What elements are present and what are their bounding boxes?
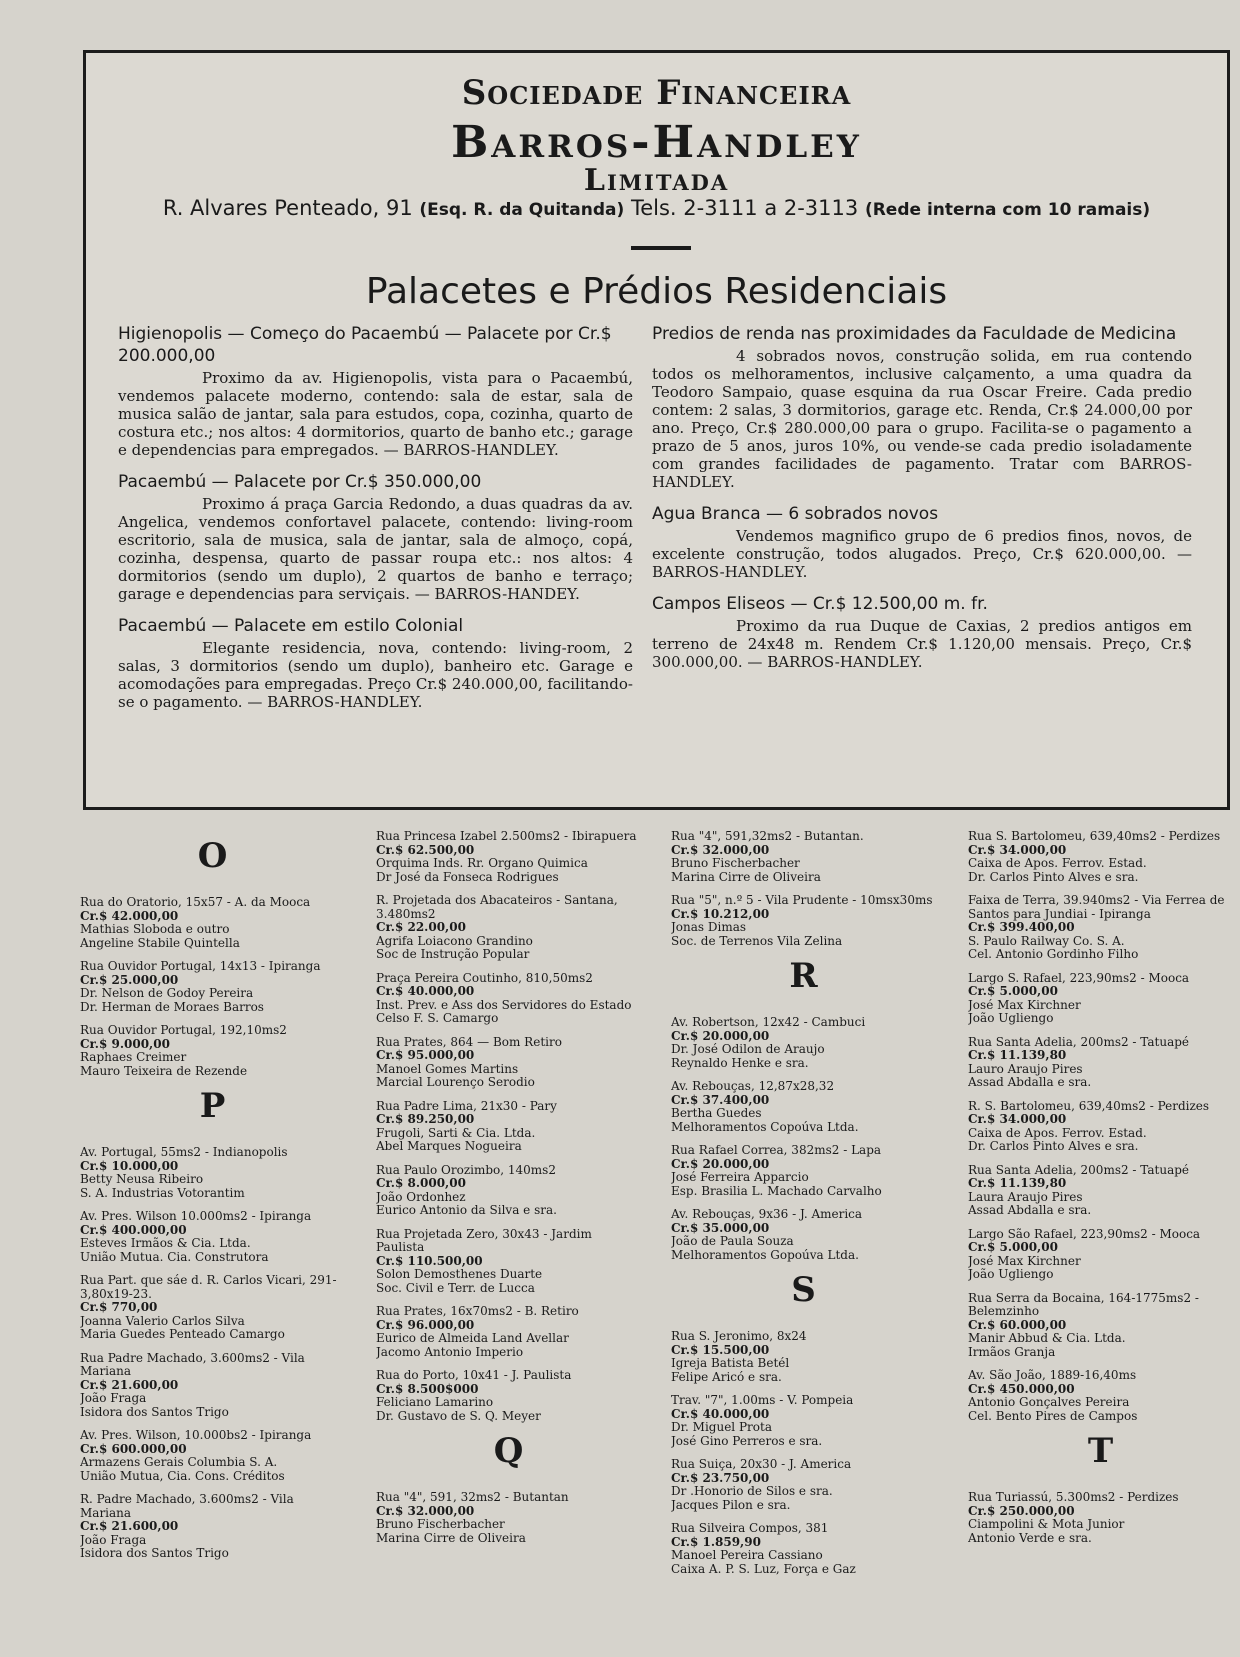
listing-party: José Ferreira Apparcio xyxy=(671,1171,809,1184)
listing-street: Rua Suiça, 20x30 - J. America xyxy=(671,1458,852,1471)
listing-entry xyxy=(968,1491,1233,1545)
listing-party: Feliciano Lamarino xyxy=(376,1396,494,1409)
listing-entry xyxy=(80,1146,345,1200)
listing-party: Soc. de Terrenos Vila Zelina xyxy=(671,934,843,948)
listing-party: João Ugliengo xyxy=(968,1268,1054,1281)
listing-street: Av. São João, 1889-16,40ms xyxy=(968,1369,1137,1382)
listing-party: Esteves Irmãos & Cia. Ltda. xyxy=(80,1237,251,1250)
listing-street: Rua do Oratorio, 15x57 - A. da Mooca xyxy=(80,896,311,909)
listing-entry xyxy=(80,1210,345,1264)
listing-party: João Ugliengo xyxy=(968,1012,1054,1025)
listing-street: Rua Turiassú, 5.300ms2 - Perdizes xyxy=(968,1491,1179,1504)
listing-price: Cr.$ 25.000,00 xyxy=(80,973,179,987)
listing-entry xyxy=(80,1429,345,1483)
listing-street: Rua Part. que sáe d. R. Carlos Vicari, 291-3,80x19-23. xyxy=(80,1274,337,1301)
listing-party: Orquima Inds. Rr. Organo Quimica xyxy=(376,857,588,870)
property-title: Agua Branca — 6 sobrados novos xyxy=(652,504,939,524)
listing-party: Isidora dos Santos Trigo xyxy=(80,1547,229,1560)
listing-party: João Ordonhez xyxy=(376,1190,466,1204)
listing-entry xyxy=(376,1100,641,1154)
listing-street: Av. Rebouças, 12,87x28,32 xyxy=(671,1080,835,1093)
listing-entry xyxy=(671,1458,936,1512)
listing-entry xyxy=(376,1491,641,1545)
listing-price: Cr.$ 95.000,00 xyxy=(376,1049,475,1062)
listing-party: Cel. Bento Pires de Campos xyxy=(968,1409,1138,1423)
listing-party: Caixa de Apos. Ferrov. Estad. xyxy=(968,857,1147,870)
listing-price: Cr.$ 37.400,00 xyxy=(671,1093,770,1107)
listing-party: Assad Abdalla e sra. xyxy=(968,1076,1092,1089)
listing-street: Rua Princesa Izabel 2.500ms2 - Ibirapuera xyxy=(376,830,637,843)
property-listing xyxy=(652,503,1192,581)
listing-price: Cr.$ 11.139,80 xyxy=(968,1049,1067,1062)
listing-party: Lauro Araujo Pires xyxy=(968,1062,1083,1076)
listing-price: Cr.$ 8.500$000 xyxy=(376,1382,479,1396)
listing-party: Caixa de Apos. Ferrov. Estad. xyxy=(968,1126,1147,1140)
listing-street: Rua Serra da Bocaina, 164-1775ms2 - Belemzinho xyxy=(968,1291,1199,1318)
section-letter: P xyxy=(199,1086,226,1126)
listing-entry xyxy=(968,1164,1233,1218)
listing-street: Rua Prates, 864 — Bom Retiro xyxy=(376,1035,562,1049)
listing-party: Caixa A. P. S. Luz, Força e Gaz xyxy=(671,1562,856,1576)
listing-party: Esp. Brasilia L. Machado Carvalho xyxy=(671,1184,882,1198)
listing-party: Eurico Antonio da Silva e sra. xyxy=(376,1204,557,1217)
listing-street: Rua Paulo Orozimbo, 140ms2 xyxy=(376,1163,556,1177)
listing-entry xyxy=(968,894,1233,962)
properties-right-column xyxy=(652,323,1192,683)
company-line-3: Limitada xyxy=(583,163,730,198)
property-description: Proximo á praça Garcia Redondo, a duas quadras da av. Angelica, vendemos confortavel palacete, contendo: living-room escritorio, sala de musica, sala de jantar, sala de almoço, copá, cozinha, despensa, quarto de passar roupa etc.: nos altos: 4 dormitorios (sendo um duplo), 2 quartos de banho e terraço; garage e dependencias para serviçais. — BARROS-HANDEY. xyxy=(118,495,633,603)
listing-party: Dr. Carlos Pinto Alves e sra. xyxy=(968,870,1139,884)
property-description: Proximo da rua Duque de Caxias, 2 predios antigos em terreno de 24x48 m. Rendem Cr.$ 1.120,00 mensais. Preço, Cr.$ 300.000,00. — BARROS-HANDLEY. xyxy=(652,617,1192,671)
section-letter: R xyxy=(789,956,818,996)
listing-party: Manir Abbud & Cia. Ltda. xyxy=(968,1332,1126,1345)
listing-entry xyxy=(376,1369,641,1423)
listing-party: Agrifa Loiacono Grandino xyxy=(376,934,533,948)
listing-street: Rua do Porto, 10x41 - J. Paulista xyxy=(376,1369,572,1382)
advertisement-box xyxy=(83,50,1230,810)
listing-street: Praça Pereira Coutinho, 810,50ms2 xyxy=(376,971,593,985)
listing-street: Rua "5", n.º 5 - Vila Prudente - 10msx30ms xyxy=(671,894,933,907)
listing-party: Dr. Carlos Pinto Alves e sra. xyxy=(968,1140,1139,1153)
listing-party: Antonio Verde e sra. xyxy=(968,1531,1092,1545)
listing-price: Cr.$ 35.000,00 xyxy=(671,1221,770,1235)
listing-price: Cr.$ 32.000,00 xyxy=(376,1504,475,1518)
listing-party: Reynaldo Henke e sra. xyxy=(671,1056,809,1070)
listing-party: Abel Marques Nogueira xyxy=(376,1140,522,1153)
listing-party: Bertha Guedes xyxy=(671,1107,762,1120)
listing-price: Cr.$ 5.000,00 xyxy=(968,1241,1058,1254)
listing-party: Bruno Fischerbacher xyxy=(376,1518,505,1531)
listing-street: Rua Padre Machado, 3.600ms2 - Vila Mariana xyxy=(80,1351,305,1378)
section-letter: Q xyxy=(493,1431,524,1471)
listing-street: Av. Pres. Wilson, 10.000bs2 - Ipiranga xyxy=(80,1429,312,1442)
listing-entry xyxy=(376,1036,641,1090)
listing-price: Cr.$ 600.000,00 xyxy=(80,1442,187,1456)
listing-column-4 xyxy=(968,830,1233,1555)
listing-party: Dr. José Odilon de Araujo xyxy=(671,1043,825,1056)
listing-party: Jacques Pilon e sra. xyxy=(671,1498,791,1512)
listing-party: Felipe Aricó e sra. xyxy=(671,1370,782,1384)
listing-party: Soc de Instrução Popular xyxy=(376,948,530,961)
listing-party: Mathias Sloboda e outro xyxy=(80,923,230,936)
listing-price: Cr.$ 22.00,00 xyxy=(376,921,466,934)
listing-party: Dr. Herman de Moraes Barros xyxy=(80,1000,264,1014)
listing-price: Cr.$ 32.000,00 xyxy=(671,843,770,857)
listing-street: Rua S. Jeronimo, 8x24 xyxy=(671,1330,807,1343)
company-address xyxy=(86,196,1227,220)
listing-price: Cr.$ 20.000,00 xyxy=(671,1029,770,1043)
listing-entry xyxy=(80,1352,345,1420)
property-listing xyxy=(652,593,1192,671)
listing-column-2 xyxy=(376,830,641,1555)
listing-street: Rua Padre Lima, 21x30 - Pary xyxy=(376,1099,557,1113)
listing-party: Melhoramentos Copoúva Ltda. xyxy=(671,1120,859,1134)
listing-party: Raphaes Creimer xyxy=(80,1051,187,1064)
property-title: Pacaembú — Palacete por Cr.$ 350.000,00 xyxy=(118,472,482,492)
listing-entry xyxy=(80,1274,345,1342)
listing-party: Dr. Miguel Prota xyxy=(671,1421,772,1434)
listing-entry xyxy=(671,1522,936,1576)
listing-party: Manoel Gomes Martins xyxy=(376,1062,519,1076)
listing-entry xyxy=(376,830,641,884)
property-listing xyxy=(118,615,633,711)
listing-party: João de Paula Souza xyxy=(671,1235,794,1248)
property-listing xyxy=(652,323,1192,491)
section-letter: O xyxy=(197,836,228,876)
section-title: Palacetes e Prédios Residenciais xyxy=(365,271,948,312)
listing-price: Cr.$ 20.000,00 xyxy=(671,1157,770,1171)
listing-price: Cr.$ 1.859,90 xyxy=(671,1535,761,1549)
listing-entry xyxy=(80,896,345,950)
listing-entry xyxy=(376,972,641,1026)
listing-party: Dr. Gustavo de S. Q. Meyer xyxy=(376,1409,541,1423)
address-main: R. Alvares Penteado, 91 xyxy=(162,196,413,220)
listing-street: Rua Rafael Correa, 382ms2 - Lapa xyxy=(671,1144,882,1157)
listing-entry xyxy=(376,1164,641,1218)
listing-street: R. Padre Machado, 3.600ms2 - Vila Mariana xyxy=(80,1493,294,1520)
listing-entry xyxy=(671,1144,936,1198)
listing-price: Cr.$ 40.000,00 xyxy=(376,985,475,998)
listing-street: R. S. Bartolomeu, 639,40ms2 - Perdizes xyxy=(968,1099,1210,1113)
listing-street: Rua Prates, 16x70ms2 - B. Retiro xyxy=(376,1305,579,1318)
listing-party: Dr. Nelson de Godoy Pereira xyxy=(80,987,254,1000)
listing-party: Assad Abdalla e sra. xyxy=(968,1204,1092,1217)
listing-street: Largo São Rafael, 223,90ms2 - Mooca xyxy=(968,1227,1201,1241)
listing-entry xyxy=(80,960,345,1014)
listing-column-1 xyxy=(80,830,345,1571)
listing-party: Antonio Gonçalves Pereira xyxy=(968,1396,1130,1409)
listing-entry xyxy=(671,1016,936,1070)
listing-street: Rua Santa Adelia, 200ms2 - Tatuapé xyxy=(968,1163,1190,1177)
listing-entry xyxy=(376,1228,641,1296)
property-description: 4 sobrados novos, construção solida, em rua contendo todos os melhoramentos, inclusive calçamento, a uma quadra da Teodoro Sampaio, quase esquina da rua Oscar Freire. Cada predio contem: 2 salas, 3 dormitorios, garage etc. Renda, Cr.$ 24.000,00 por ano. Preço, Cr.$ 280.000,00 para o grupo. Facilita-se o pagamento a prazo de 5 anos, juros 10%, ou vende-se cada predio isoladamente com grandes facilidades de pagamento. Tratar com BARROS-HANDLEY. xyxy=(652,347,1192,491)
listing-street: Rua Santa Adelia, 200ms2 - Tatuapé xyxy=(968,1035,1190,1049)
property-description: Elegante residencia, nova, contendo: living-room, 2 salas, 3 dormitorios (sendo um duplo), banheiro etc. Garage e acomodações para empregadas. Preço Cr.$ 240.000,00, facilitando-se o pagamento. — BARROS-HANDLEY. xyxy=(118,639,633,711)
listing-street: Trav. "7", 1.00ms - V. Pompeia xyxy=(671,1394,854,1407)
listing-party: Isidora dos Santos Trigo xyxy=(80,1405,229,1419)
listing-price: Cr.$ 62.500,00 xyxy=(376,843,475,857)
section-letter: T xyxy=(1087,1431,1114,1471)
listing-price: Cr.$ 110.500,00 xyxy=(376,1254,483,1268)
listing-entry xyxy=(80,1024,345,1078)
listing-party: Manoel Pereira Cassiano xyxy=(671,1549,823,1562)
listing-party: João Fraga xyxy=(80,1392,147,1405)
phones: Tels. 2-3111 a 2-3113 xyxy=(630,196,859,220)
listing-party: Dr .Honorio de Silos e sra. xyxy=(671,1485,833,1498)
listing-street: Rua "4", 591,32ms2 - Butantan. xyxy=(671,830,864,843)
listing-street: Av. Portugal, 55ms2 - Indianopolis xyxy=(80,1146,288,1159)
listing-party: Ciampolini & Mota Junior xyxy=(968,1518,1125,1531)
listing-party: S. Paulo Railway Co. S. A. xyxy=(968,934,1125,948)
listing-party: Cel. Antonio Gordinho Filho xyxy=(968,948,1139,961)
phones-note: (Rede interna com 10 ramais) xyxy=(864,200,1151,220)
listing-entry xyxy=(671,830,936,884)
property-description: Vendemos magnifico grupo de 6 predios finos, novos, de excelente construção, todos alugados. Preço, Cr.$ 620.000,00. — BARROS-HANDLEY. xyxy=(652,527,1192,581)
listing-price: Cr.$ 400.000,00 xyxy=(80,1223,187,1237)
listing-entry xyxy=(671,894,936,948)
listing-party: Celso F. S. Camargo xyxy=(376,1012,499,1025)
listing-party: Igreja Batista Betél xyxy=(671,1357,790,1370)
listing-entry xyxy=(671,1394,936,1448)
listing-price: Cr.$ 21.600,00 xyxy=(80,1378,179,1392)
listing-street: Rua S. Bartolomeu, 639,40ms2 - Perdizes xyxy=(968,830,1221,843)
property-description: Proximo da av. Higienopolis, vista para o Pacaembú, vendemos palacete moderno, contendo: sala de estar, sala de musica salão de jantar, sala para estudos, copa, cozinha, quarto de costura etc.; nos altos: 4 dormitorios, quarto de banho etc.; garage e dependencias para empregados. — BARROS-HANDLEY. xyxy=(118,369,633,459)
listing-party: S. A. Industrias Votorantim xyxy=(80,1186,245,1200)
listing-entry xyxy=(968,1369,1233,1423)
listing-entry xyxy=(968,1036,1233,1090)
listing-street: Av. Robertson, 12x42 - Cambuci xyxy=(671,1016,866,1029)
listing-column-3 xyxy=(671,830,936,1586)
listing-entry xyxy=(671,1208,936,1262)
property-title: Higienopolis — Começo do Pacaembú — Palacete por Cr.$ 200.000,00 xyxy=(118,324,612,366)
listing-party: José Max Kirchner xyxy=(968,1254,1081,1268)
listing-street: Largo S. Rafael, 223,90ms2 - Mooca xyxy=(968,971,1190,985)
listing-street: Rua Projetada Zero, 30x43 - Jardim Paulista xyxy=(376,1227,592,1254)
listing-street: Rua Silveira Compos, 381 xyxy=(671,1522,829,1535)
listing-party: União Mutua, Cia. Cons. Créditos xyxy=(80,1469,285,1483)
listing-price: Cr.$ 34.000,00 xyxy=(968,1113,1067,1126)
listing-entry xyxy=(671,1330,936,1384)
listing-street: Rua Ouvidor Portugal, 14x13 - Ipiranga xyxy=(80,960,321,973)
listing-price: Cr.$ 9.000,00 xyxy=(80,1037,170,1051)
listing-party: Armazens Gerais Columbia S. A. xyxy=(80,1456,278,1469)
listing-price: Cr.$ 21.600,00 xyxy=(80,1520,179,1533)
listing-entry xyxy=(671,1080,936,1134)
address-corner: (Esq. R. da Quitanda) xyxy=(419,200,625,220)
listing-party: Melhoramentos Gopoúva Ltda. xyxy=(671,1248,859,1262)
listing-party: Inst. Prev. e Ass dos Servidores do Estado xyxy=(376,998,632,1012)
listing-price: Cr.$ 8.000,00 xyxy=(376,1177,466,1190)
listing-price: Cr.$ 42.000,00 xyxy=(80,909,179,923)
listing-party: Maria Guedes Penteado Camargo xyxy=(80,1328,285,1341)
listing-price: Cr.$ 15.500,00 xyxy=(671,1343,770,1357)
listing-party: Marina Cirre de Oliveira xyxy=(671,870,821,884)
listing-party: Betty Neusa Ribeiro xyxy=(80,1173,204,1186)
listing-party: Marina Cirre de Oliveira xyxy=(376,1531,526,1545)
listing-price: Cr.$ 34.000,00 xyxy=(968,843,1067,857)
property-title: Campos Eliseos — Cr.$ 12.500,00 m. fr. xyxy=(652,594,988,614)
listing-street: Av. Pres. Wilson 10.000ms2 - Ipiranga xyxy=(80,1210,312,1223)
listing-price: Cr.$ 10.212,00 xyxy=(671,907,770,921)
listing-party: Marcial Lourenço Serodio xyxy=(376,1076,535,1089)
listing-party: Jonas Dimas xyxy=(671,921,747,934)
company-line-1: Sociedade Financeira xyxy=(461,73,852,113)
listing-party: Joanna Valerio Carlos Silva xyxy=(80,1314,245,1328)
listing-party: João Fraga xyxy=(80,1533,147,1547)
listing-party: Dr José da Fonseca Rodrigues xyxy=(376,870,559,884)
divider-rule xyxy=(631,246,691,250)
listing-price: Cr.$ 10.000,00 xyxy=(80,1159,179,1173)
listing-party: Eurico de Almeida Land Avellar xyxy=(376,1332,569,1345)
listing-price: Cr.$ 770,00 xyxy=(80,1301,158,1314)
listing-party: Angeline Stabile Quintella xyxy=(80,936,240,950)
listing-street: Faixa de Terra, 39.940ms2 - Via Ferrea de Santos para Jundiai - Ipiranga xyxy=(968,894,1225,921)
listing-entry xyxy=(968,1228,1233,1282)
listing-party: José Max Kirchner xyxy=(968,998,1081,1012)
listing-price: Cr.$ 11.139,80 xyxy=(968,1177,1067,1190)
listing-street: Rua "4", 591, 32ms2 - Butantan xyxy=(376,1491,569,1504)
listing-party: Soc. Civil e Terr. de Lucca xyxy=(376,1281,535,1295)
listing-party: Solon Demosthenes Duarte xyxy=(376,1268,543,1281)
listing-party: Irmãos Granja xyxy=(968,1345,1056,1359)
listing-price: Cr.$ 89.250,00 xyxy=(376,1113,475,1126)
listing-street: R. Projetada dos Abacateiros - Santana, 3.480ms2 xyxy=(376,894,618,921)
company-name: Barros-Handley xyxy=(451,117,862,168)
listing-price: Cr.$ 40.000,00 xyxy=(671,1407,770,1421)
listing-entry xyxy=(968,1292,1233,1360)
listing-party: União Mutua. Cia. Construtora xyxy=(80,1250,269,1264)
property-title: Predios de renda nas proximidades da Faculdade de Medicina xyxy=(652,324,1177,344)
section-letter: S xyxy=(791,1270,816,1310)
listing-party: Mauro Teixeira de Rezende xyxy=(80,1064,248,1078)
listing-entry xyxy=(80,1493,345,1561)
listing-price: Cr.$ 23.750,00 xyxy=(671,1471,770,1485)
property-listing xyxy=(118,323,633,459)
property-title: Pacaembú — Palacete em estilo Colonial xyxy=(118,616,464,636)
listing-entry xyxy=(376,1305,641,1359)
listing-party: Bruno Fischerbacher xyxy=(671,857,800,870)
listing-price: Cr.$ 5.000,00 xyxy=(968,985,1058,998)
listing-street: Av. Rebouças, 9x36 - J. America xyxy=(671,1208,863,1221)
listing-party: Laura Araujo Pires xyxy=(968,1190,1083,1204)
listing-price: Cr.$ 60.000,00 xyxy=(968,1318,1067,1332)
listing-price: Cr.$ 96.000,00 xyxy=(376,1318,475,1332)
listing-entry xyxy=(968,1100,1233,1154)
listing-street: Rua Ouvidor Portugal, 192,10ms2 xyxy=(80,1024,287,1037)
listing-entry xyxy=(968,972,1233,1026)
listing-party: Jacomo Antonio Imperio xyxy=(376,1345,524,1359)
listing-entry xyxy=(376,894,641,962)
listing-price: Cr.$ 250.000,00 xyxy=(968,1504,1075,1518)
listing-price: Cr.$ 399.400,00 xyxy=(968,921,1075,934)
listing-entry xyxy=(968,830,1233,884)
listing-price: Cr.$ 450.000,00 xyxy=(968,1382,1075,1396)
listing-party: Frugoli, Sarti & Cia. Ltda. xyxy=(376,1126,536,1140)
property-listing xyxy=(118,471,633,603)
listing-party: José Gino Perreros e sra. xyxy=(671,1434,823,1448)
properties-left-column xyxy=(118,323,633,723)
